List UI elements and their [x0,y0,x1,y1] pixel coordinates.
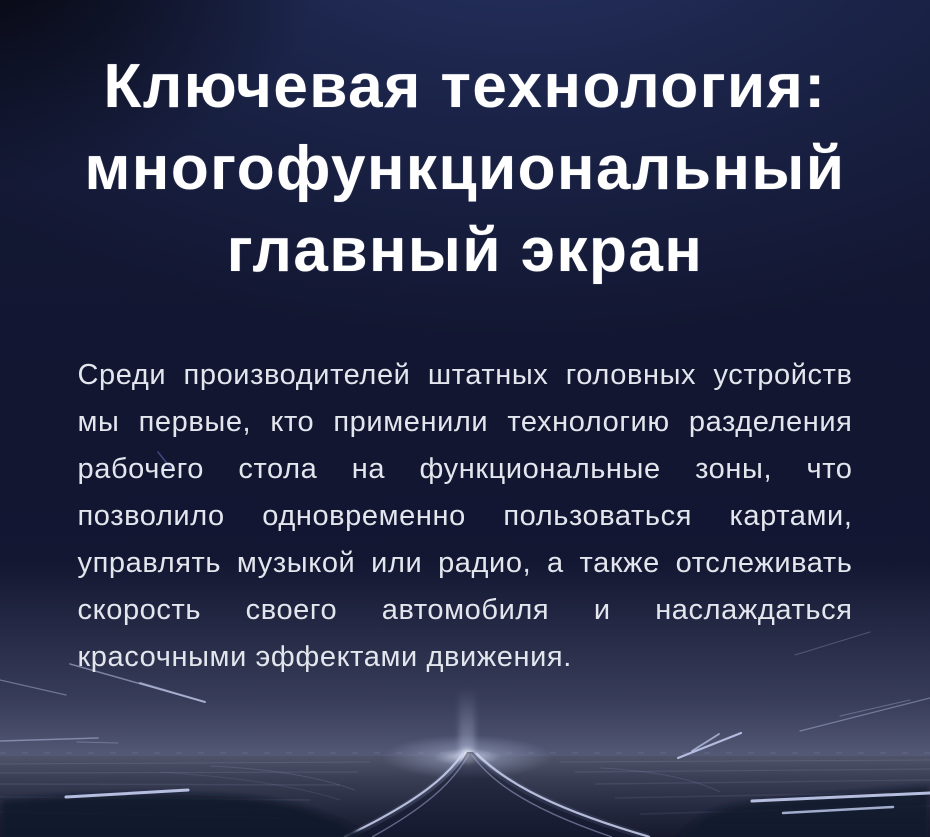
description-paragraph: Среди производителей штатных головных устройств мы первые, кто применили технологию разделения рабочего стола на функциональные зоны, что позволило одновременно пользоваться картами, управлять музыкой или радио, а также отслеживать скорость своего автомобиля и наслаждаться красочными эффектами движения. [77,359,853,673]
title-line-3: главный экран [226,216,704,285]
title-line-2: многофункциональный [84,134,846,203]
title-line-1: Ключевая технология: [103,52,827,121]
page-title [0,0,930,292]
